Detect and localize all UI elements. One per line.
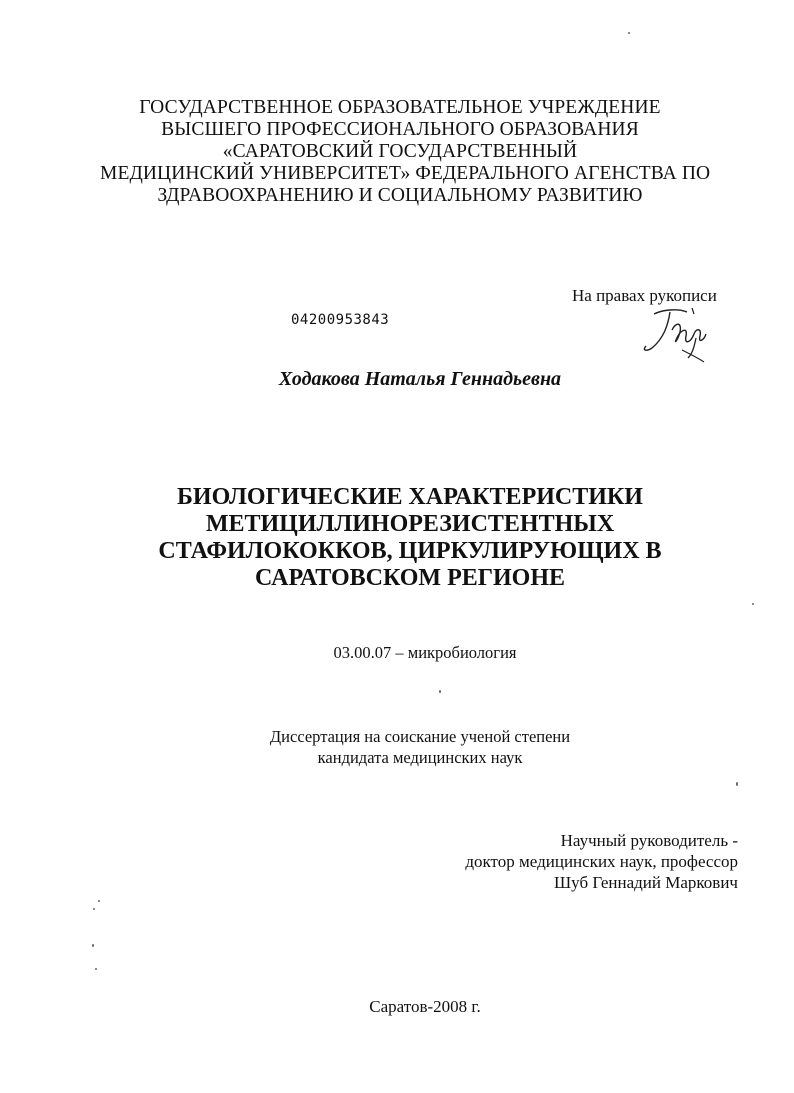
document-number: 04200953843 bbox=[291, 312, 390, 328]
institution-line: ЗДРАВООХРАНЕНИЮ И СОЦИАЛЬНОМУ РАЗВИТИЮ bbox=[157, 185, 643, 206]
supervisor-line: Научный руководитель - bbox=[560, 831, 738, 850]
institution-line: ВЫСШЕГО ПРОФЕССИОНАЛЬНОГО ОБРАЗОВАНИЯ bbox=[161, 119, 639, 140]
supervisor-line: доктор медицинских наук, профессор bbox=[465, 852, 738, 871]
title-line: МЕТИЦИЛЛИНОРЕЗИСТЕНТНЫХ bbox=[205, 511, 615, 537]
degree-statement bbox=[170, 726, 670, 768]
scan-speck bbox=[736, 782, 738, 786]
dissertation-title bbox=[130, 484, 690, 592]
specialty-code: 03.00.07 – микробиология bbox=[333, 643, 517, 662]
scan-speck bbox=[439, 690, 441, 693]
signature-icon bbox=[632, 300, 722, 370]
degree-line: Диссертация на соискание ученой степени bbox=[269, 727, 571, 746]
degree-line: кандидата медицинских наук bbox=[317, 748, 523, 767]
institution-header bbox=[100, 97, 711, 207]
institution-line: «САРАТОВСКИЙ ГОСУДАРСТВЕННЫЙ bbox=[222, 141, 578, 162]
scan-speck bbox=[93, 908, 95, 910]
scan-speck bbox=[95, 968, 97, 970]
scan-speck bbox=[628, 32, 630, 34]
title-line: САРАТОВСКОМ РЕГИОНЕ bbox=[254, 565, 566, 591]
institution-line: ГОСУДАРСТВЕННОЕ ОБРАЗОВАТЕЛЬНОЕ УЧРЕЖДЕНИЕ bbox=[139, 97, 661, 118]
place-and-year: Саратов-2008 г. bbox=[369, 997, 481, 1016]
scan-speck bbox=[98, 900, 100, 902]
author-name: Ходакова Наталья Геннадьевна bbox=[278, 368, 562, 390]
supervisor-line: Шуб Геннадий Маркович bbox=[554, 873, 738, 892]
scan-speck bbox=[752, 603, 754, 605]
institution-line: МЕДИЦИНСКИЙ УНИВЕРСИТЕТ» ФЕДЕРАЛЬНОГО АГЕНСТВА ПО bbox=[100, 163, 711, 184]
scan-speck bbox=[92, 944, 94, 947]
title-line: СТАФИЛОКОККОВ, ЦИРКУЛИРУЮЩИХ В bbox=[158, 538, 662, 564]
manuscript-note: На правах рукописи bbox=[572, 286, 717, 305]
supervisor-block bbox=[465, 830, 738, 893]
title-line: БИОЛОГИЧЕСКИЕ ХАРАКТЕРИСТИКИ bbox=[177, 484, 643, 510]
